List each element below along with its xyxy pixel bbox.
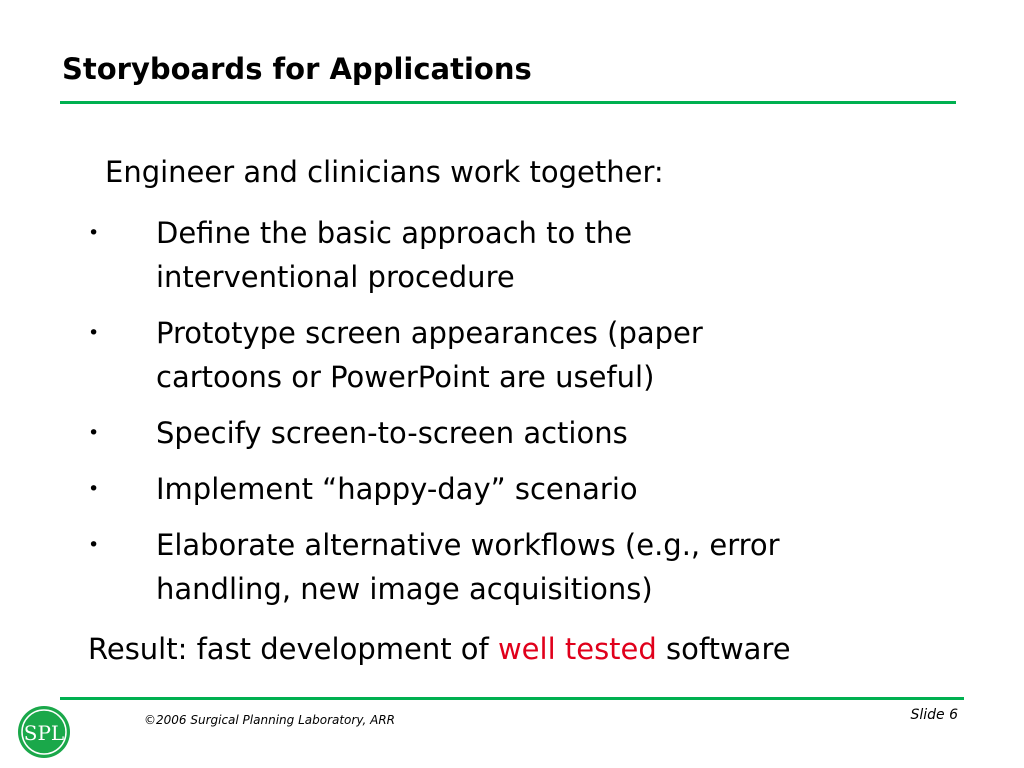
bullet-item (80, 411, 960, 455)
footer-divider (60, 697, 964, 700)
slide-number: Slide 6 (910, 707, 958, 723)
bullet-icon: • (88, 322, 100, 344)
result-prefix: Result: fast development of (88, 632, 498, 666)
bullet-text: Prototype screen appearances (paper cartoons or PowerPoint are useful) (156, 316, 703, 394)
bullet-text: Implement “happy-day” scenario (156, 472, 638, 506)
result-highlight: well tested (497, 632, 657, 666)
bullet-list (80, 211, 960, 623)
title-divider (60, 101, 956, 104)
bullet-icon: • (88, 478, 100, 500)
bullet-icon: • (88, 534, 100, 556)
intro-text: Engineer and clinicians work together: (105, 155, 664, 189)
result-suffix: software (656, 632, 791, 666)
bullet-item (80, 523, 960, 611)
bullet-text: Specify screen-to-screen actions (156, 416, 628, 450)
bullet-icon: • (88, 422, 100, 444)
footer-copyright: ©2006 Surgical Planning Laboratory, ARR (144, 713, 396, 727)
bullet-icon: • (88, 222, 100, 244)
spl-logo-icon (16, 704, 72, 760)
bullet-item (80, 211, 960, 299)
bullet-text: Define the basic approach to the interventional procedure (156, 216, 633, 294)
bullet-item (80, 467, 960, 511)
result-line (88, 629, 791, 669)
slide-title: Storyboards for Applications (62, 52, 532, 86)
bullet-item (80, 311, 960, 399)
bullet-text: Elaborate alternative workflows (e.g., error handling, new image acquisitions) (156, 528, 780, 606)
logo-text: SPL (23, 721, 65, 745)
